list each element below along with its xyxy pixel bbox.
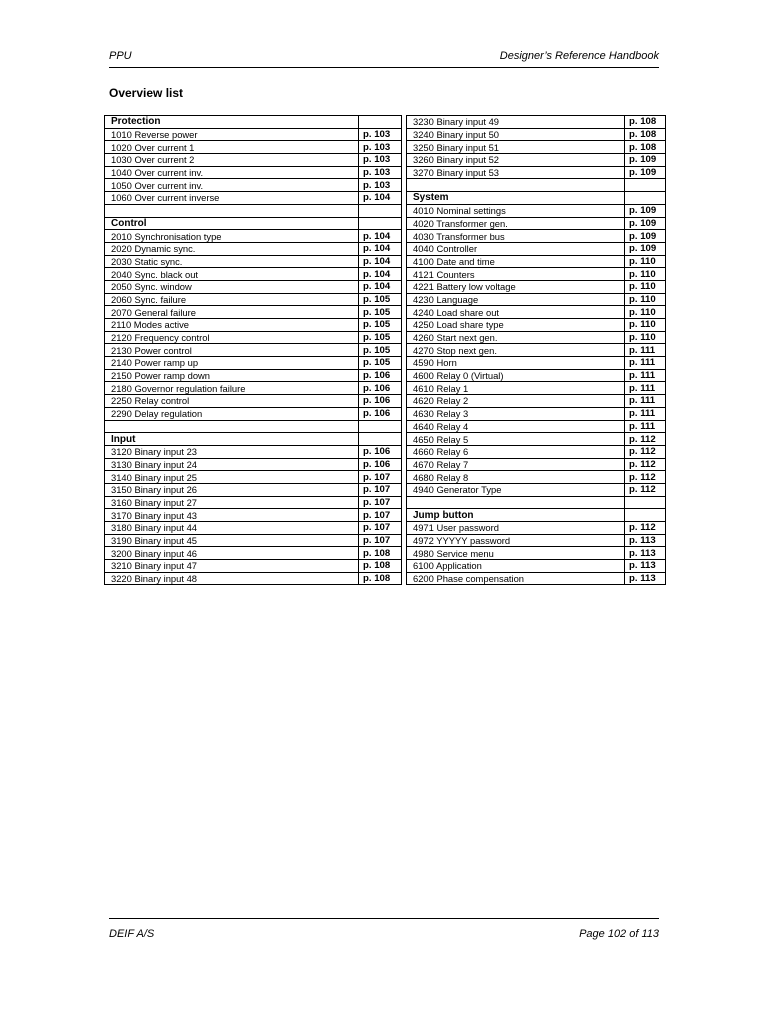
page-ref-left: p. 108: [359, 572, 402, 585]
page-ref-right: p. 110: [625, 293, 666, 306]
page-ref-right: p. 109: [625, 230, 666, 243]
page-ref-left: p. 103: [359, 141, 402, 154]
entry-label-right: 4250 Load share type: [407, 319, 625, 332]
entry-label-left: [105, 204, 359, 217]
entry-label-right: 4650 Relay 5: [407, 433, 625, 446]
page-ref-right: p. 108: [625, 128, 666, 141]
page-ref-right: p. 112: [625, 522, 666, 535]
entry-label-right: 3230 Binary input 49: [407, 116, 625, 129]
table-row: [105, 331, 666, 344]
page-ref-left: p. 104: [359, 192, 402, 205]
page-ref-right: p. 112: [625, 483, 666, 496]
entry-label-right: 4221 Battery low voltage: [407, 280, 625, 293]
entry-label-right: 4680 Relay 8: [407, 471, 625, 484]
page-ref-right: p. 109: [625, 154, 666, 167]
entry-label-left: 3190 Binary input 45: [105, 534, 359, 547]
page-ref-right: p. 110: [625, 331, 666, 344]
entry-label-left: 2290 Delay regulation: [105, 407, 359, 420]
entry-label-left: 3220 Binary input 48: [105, 572, 359, 585]
table-row: [105, 572, 666, 585]
entry-label-right: 4010 Nominal settings: [407, 204, 625, 217]
page-ref-left: [359, 217, 402, 230]
entry-label-right: 4230 Language: [407, 293, 625, 306]
entry-label-left: 2140 Power ramp up: [105, 357, 359, 370]
entry-label-left: 2110 Modes active: [105, 319, 359, 332]
table-row: [105, 192, 666, 205]
page-ref-left: p. 103: [359, 179, 402, 192]
entry-label-right: [407, 179, 625, 192]
table-row: [105, 382, 666, 395]
page-ref-right: p. 112: [625, 445, 666, 458]
page-ref-left: p. 106: [359, 369, 402, 382]
page-ref-right: p. 110: [625, 306, 666, 319]
table-row: [105, 496, 666, 509]
entry-label-left: Control: [105, 217, 359, 230]
entry-label-right: 4940 Generator Type: [407, 483, 625, 496]
page-ref-right: p. 108: [625, 141, 666, 154]
entry-label-left: Protection: [105, 116, 359, 129]
entry-label-right: 4971 User password: [407, 522, 625, 535]
entry-label-left: 2020 Dynamic sync.: [105, 242, 359, 255]
page-ref-left: p. 107: [359, 534, 402, 547]
page-ref-left: p. 105: [359, 331, 402, 344]
page-ref-left: p. 107: [359, 483, 402, 496]
entry-label-left: 3130 Binary input 24: [105, 458, 359, 471]
page-ref-left: p. 108: [359, 560, 402, 573]
entry-label-left: 2010 Synchronisation type: [105, 230, 359, 243]
page-ref-left: p. 105: [359, 293, 402, 306]
page-ref-left: p. 107: [359, 509, 402, 522]
page-ref-left: p. 107: [359, 522, 402, 535]
table-row: [105, 458, 666, 471]
table-row: [105, 445, 666, 458]
entry-label-right: 4590 Horn: [407, 357, 625, 370]
table-row: [105, 280, 666, 293]
table-row: [105, 407, 666, 420]
page-ref-left: p. 107: [359, 471, 402, 484]
page-ref-right: [625, 179, 666, 192]
page-ref-right: p. 111: [625, 395, 666, 408]
entry-label-right: 4640 Relay 4: [407, 420, 625, 433]
entry-label-left: 1010 Reverse power: [105, 128, 359, 141]
entry-label-right: 6100 Application: [407, 560, 625, 573]
footer-rule: [109, 918, 659, 919]
entry-label-left: 2050 Sync. window: [105, 280, 359, 293]
table-row: [105, 395, 666, 408]
page-ref-left: p. 105: [359, 306, 402, 319]
page-ref-left: [359, 433, 402, 446]
entry-label-left: 3140 Binary input 25: [105, 471, 359, 484]
entry-label-right: 4600 Relay 0 (Virtual): [407, 369, 625, 382]
page-ref-right: p. 109: [625, 166, 666, 179]
page-ref-left: p. 103: [359, 154, 402, 167]
table-row: [105, 217, 666, 230]
page-ref-left: p. 106: [359, 382, 402, 395]
entry-label-left: 3210 Binary input 47: [105, 560, 359, 573]
entry-label-right: 4630 Relay 3: [407, 407, 625, 420]
page-ref-left: p. 106: [359, 395, 402, 408]
entry-label-right: 4670 Relay 7: [407, 458, 625, 471]
table-row: [105, 268, 666, 281]
page-ref-right: [625, 192, 666, 205]
entry-label-right: 4620 Relay 2: [407, 395, 625, 408]
table-row: [105, 560, 666, 573]
page-ref-right: p. 111: [625, 369, 666, 382]
page-ref-right: p. 108: [625, 116, 666, 129]
page-ref-left: p. 103: [359, 166, 402, 179]
footer-company: DEIF A/S: [109, 928, 155, 940]
entry-label-left: 2040 Sync. black out: [105, 268, 359, 281]
entry-label-right: 4240 Load share out: [407, 306, 625, 319]
running-header-title: PPU: [109, 50, 132, 62]
entry-label-left: 1020 Over current 1: [105, 141, 359, 154]
page-ref-left: p. 106: [359, 458, 402, 471]
table-row: [105, 128, 666, 141]
table-row: [105, 179, 666, 192]
page-ref-left: p. 108: [359, 547, 402, 560]
entry-label-right: 3250 Binary input 51: [407, 141, 625, 154]
entry-label-right: 3270 Binary input 53: [407, 166, 625, 179]
entry-label-left: [105, 420, 359, 433]
page-ref-right: p. 111: [625, 420, 666, 433]
table-row: [105, 306, 666, 319]
overview-table: [104, 115, 666, 585]
table-row: [105, 522, 666, 535]
entry-label-right: 4610 Relay 1: [407, 382, 625, 395]
entry-label-right: 4660 Relay 6: [407, 445, 625, 458]
page-ref-left: p. 104: [359, 230, 402, 243]
table-row: [105, 154, 666, 167]
table-row: [105, 230, 666, 243]
table-row: [105, 509, 666, 522]
page-ref-right: p. 110: [625, 255, 666, 268]
page-ref-right: p. 111: [625, 357, 666, 370]
page-ref-right: p. 109: [625, 242, 666, 255]
page-ref-left: p. 104: [359, 268, 402, 281]
table-row: [105, 166, 666, 179]
page-ref-right: p. 110: [625, 268, 666, 281]
entry-label-left: 1050 Over current inv.: [105, 179, 359, 192]
entry-label-right: Jump button: [407, 509, 625, 522]
page-ref-right: p. 109: [625, 217, 666, 230]
entry-label-left: 2250 Relay control: [105, 395, 359, 408]
page-ref-right: p. 109: [625, 204, 666, 217]
page-ref-left: p. 104: [359, 280, 402, 293]
header-rule: [109, 67, 659, 68]
table-row: [105, 357, 666, 370]
page-ref-left: p. 106: [359, 445, 402, 458]
table-row: [105, 255, 666, 268]
entry-label-right: 3260 Binary input 52: [407, 154, 625, 167]
table-row: [105, 420, 666, 433]
entry-label-left: 2150 Power ramp down: [105, 369, 359, 382]
entry-label-right: 4260 Start next gen.: [407, 331, 625, 344]
page-ref-right: p. 113: [625, 534, 666, 547]
entry-label-right: 4040 Controller: [407, 242, 625, 255]
page-ref-left: [359, 204, 402, 217]
entry-label-right: 4020 Transformer gen.: [407, 217, 625, 230]
table-row: [105, 242, 666, 255]
page-ref-right: p. 111: [625, 382, 666, 395]
page-ref-left: p. 107: [359, 496, 402, 509]
entry-label-left: 3160 Binary input 27: [105, 496, 359, 509]
page-ref-left: p. 103: [359, 128, 402, 141]
page-ref-right: p. 111: [625, 407, 666, 420]
entry-label-right: 6200 Phase compensation: [407, 572, 625, 585]
entry-label-right: System: [407, 192, 625, 205]
page-ref-right: [625, 509, 666, 522]
page-ref-left: p. 105: [359, 357, 402, 370]
page-ref-left: p. 106: [359, 407, 402, 420]
page-ref-right: p. 113: [625, 572, 666, 585]
table-row: [105, 433, 666, 446]
entry-label-left: 3170 Binary input 43: [105, 509, 359, 522]
entry-label-left: 3120 Binary input 23: [105, 445, 359, 458]
page-ref-right: p. 113: [625, 547, 666, 560]
table-row: [105, 369, 666, 382]
entry-label-right: 4030 Transformer bus: [407, 230, 625, 243]
entry-label-left: 1040 Over current inv.: [105, 166, 359, 179]
table-row: [105, 141, 666, 154]
page-ref-left: p. 104: [359, 242, 402, 255]
page-ref-left: [359, 116, 402, 129]
entry-label-right: 4270 Stop next gen.: [407, 344, 625, 357]
entry-label-left: 2030 Static sync.: [105, 255, 359, 268]
page-ref-right: p. 112: [625, 471, 666, 484]
page-ref-left: [359, 420, 402, 433]
entry-label-right: 4100 Date and time: [407, 255, 625, 268]
entry-label-left: 3180 Binary input 44: [105, 522, 359, 535]
entry-label-left: 2120 Frequency control: [105, 331, 359, 344]
page-ref-right: p. 112: [625, 458, 666, 471]
table-row: [105, 204, 666, 217]
entry-label-left: 2180 Governor regulation failure: [105, 382, 359, 395]
page-ref-left: p. 105: [359, 344, 402, 357]
page-ref-right: p. 110: [625, 319, 666, 332]
table-row: [105, 547, 666, 560]
entry-label-left: 2130 Power control: [105, 344, 359, 357]
entry-label-right: 4980 Service menu: [407, 547, 625, 560]
entry-label-left: 1060 Over current inverse: [105, 192, 359, 205]
entry-label-right: 4121 Counters: [407, 268, 625, 281]
entry-label-left: 2060 Sync. failure: [105, 293, 359, 306]
entry-label-left: 3200 Binary input 46: [105, 547, 359, 560]
entry-label-left: 1030 Over current 2: [105, 154, 359, 167]
table-row: [105, 534, 666, 547]
entry-label-left: 3150 Binary input 26: [105, 483, 359, 496]
entry-label-right: 4972 YYYYY password: [407, 534, 625, 547]
entry-label-right: 3240 Binary input 50: [407, 128, 625, 141]
section-title: Overview list: [109, 86, 184, 100]
table-row: [105, 293, 666, 306]
page-ref-right: p. 111: [625, 344, 666, 357]
running-header-handbook: Designer’s Reference Handbook: [499, 50, 659, 62]
page-ref-right: [625, 496, 666, 509]
page-ref-right: p. 113: [625, 560, 666, 573]
table-row: [105, 344, 666, 357]
page-ref-left: p. 105: [359, 319, 402, 332]
table-row: [105, 116, 666, 129]
page-ref-left: p. 104: [359, 255, 402, 268]
table-row: [105, 483, 666, 496]
entry-label-left: Input: [105, 433, 359, 446]
page-ref-right: p. 112: [625, 433, 666, 446]
entry-label-right: [407, 496, 625, 509]
table-row: [105, 471, 666, 484]
entry-label-left: 2070 General failure: [105, 306, 359, 319]
footer-page-number: Page 102 of 113: [579, 928, 659, 940]
page-ref-right: p. 110: [625, 280, 666, 293]
table-row: [105, 319, 666, 332]
